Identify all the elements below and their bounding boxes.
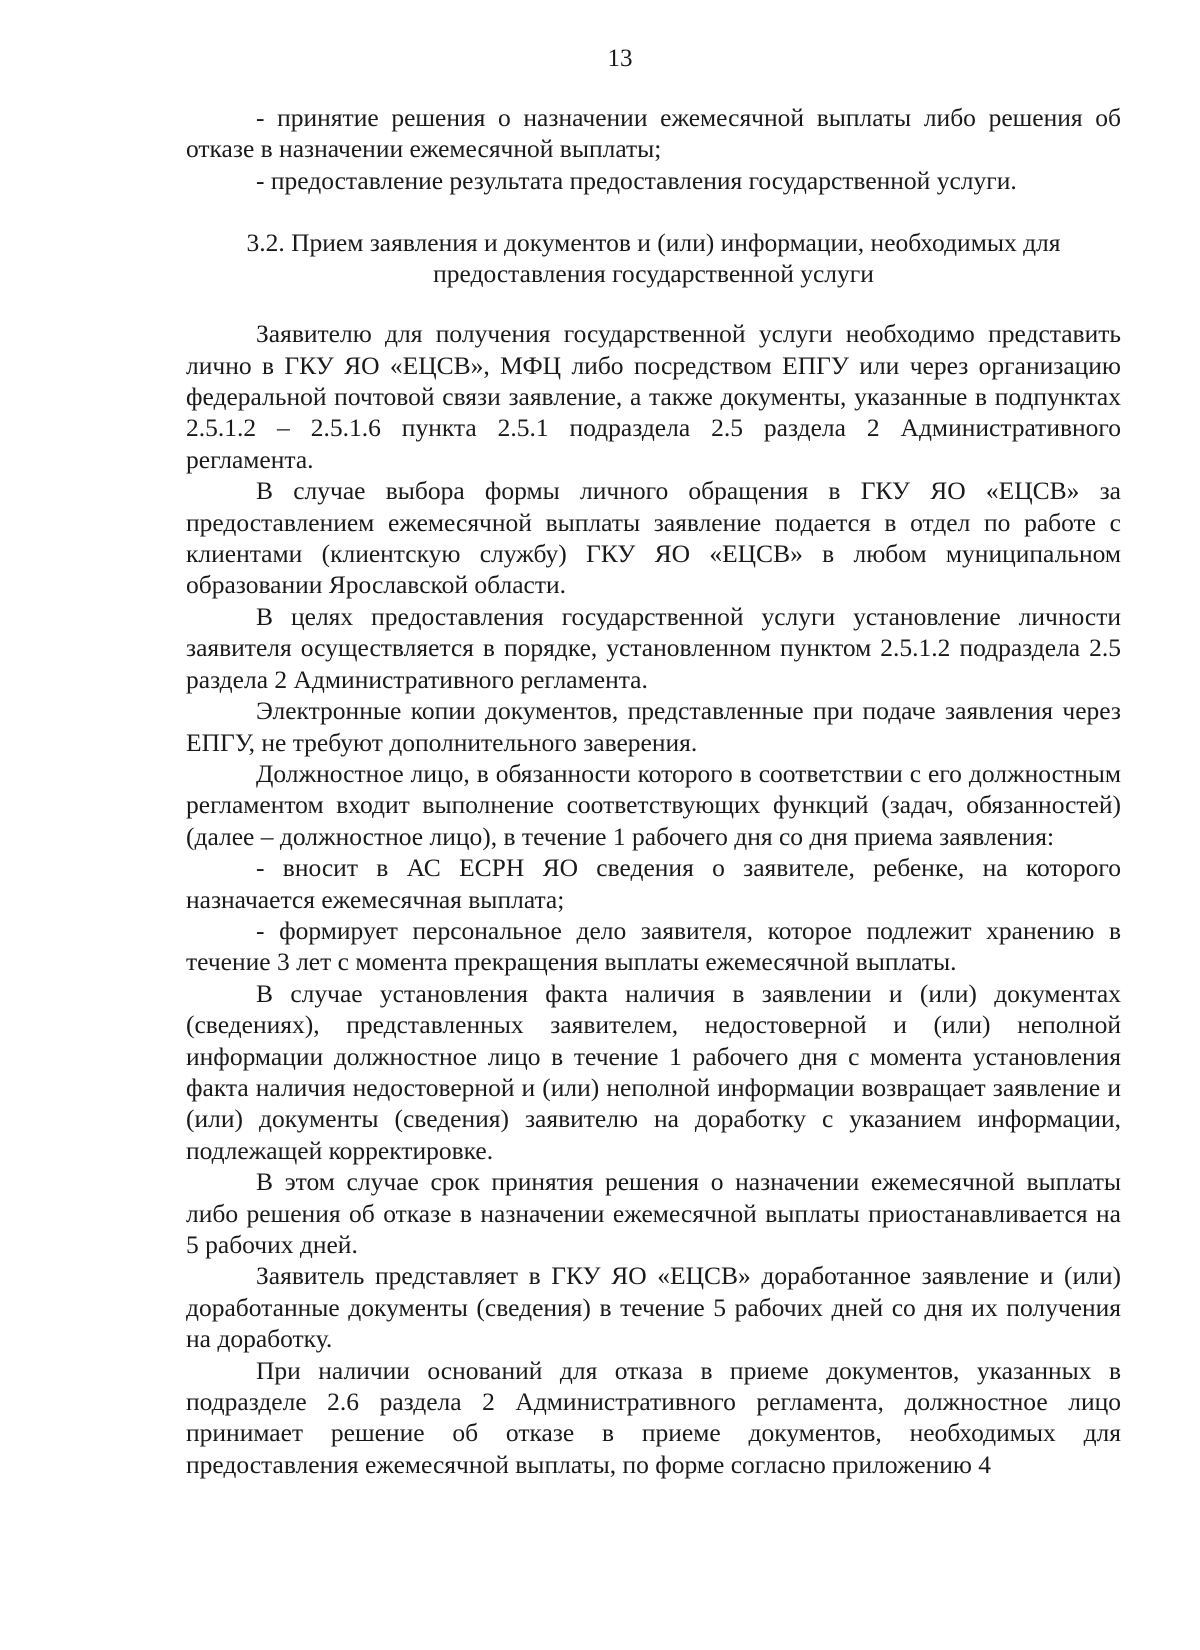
paragraph-incorrect-information: В случае установления факта наличия в заявлении и (или) документах (сведениях), представленных заявителем, недостоверной и (или) неполной информации должностное лицо в течение 1 рабочего дня с момента установления факта наличия недостоверной и (или) неполной информации возвращает заявление и (или) документы (сведения) заявителю на доработку с указанием информации, подлежащей корректировке. — [186, 978, 1121, 1165]
paragraph-duty-personal-file: - формирует персональное дело заявителя, которое подлежит хранению в течение 3 лет с момента прекращения выплаты ежемесячной выплаты. — [186, 915, 1121, 977]
paragraph-duty-enter-data: - вносит в АС ЕСРН ЯО сведения о заявителе, ребенке, на которого назначается ежемесячная выплата; — [186, 853, 1121, 914]
paragraph-applicant-submission: Заявителю для получения государственной услуги необходимо представить лично в ГКУ ЯО «ЕЦСВ», МФЦ либо посредством ЕПГУ или через организацию федеральной почтовой связи заявление, а также документы, указанные в подпунктах 2.5.1.2 – 2.5.1.6 пункта 2.5.1 подраздела 2.5 раздела 2 Административного регламента. — [186, 319, 1121, 474]
paragraph-refusal-grounds: При наличии оснований для отказа в приеме документов, указанных в подразделе 2.6 раздела 2 Административного регламента, должностное лицо принимает решение об отказе в приеме документов, необходимых для предоставления ежемесячной выплаты, по форме согласно приложению 4 — [186, 1355, 1121, 1479]
paragraph-identity-verification: В целях предоставления государственной услуги установление личности заявителя осуществляется в порядке, установленном пунктом 2.5.1.2 подраздела 2.5 раздела 2 Административного регламента. — [186, 601, 1121, 694]
intro-item-result: - предоставление результата предоставления государственной услуги. — [256, 165, 1017, 195]
document-body — [186, 102, 1121, 1480]
paragraph-revised-documents: Заявитель представляет в ГКУ ЯО «ЕЦСВ» доработанное заявление и (или) доработанные документы (сведения) в течение 5 рабочих дней со дня их получения на доработку. — [186, 1261, 1121, 1354]
section-heading-line-1: 3.2. Прием заявления и документов и (или) информации, необходимых для — [246, 228, 1061, 258]
paragraph-electronic-copies: Электронные копии документов, представленные при подаче заявления через ЕПГУ, не требуют дополнительного заверения. — [186, 696, 1121, 757]
section-heading — [186, 227, 1121, 289]
intro-item-decision: - принятие решения о назначении ежемесячной выплаты либо решения об отказе в назначении ежемесячной выплаты; — [186, 103, 1121, 164]
paragraph-official-duties: Должностное лицо, в обязанности которого в соответствии с его должностным регламентом входит выполнение соответствующих функций (задач, обязанностей) (далее – должностное лицо), в течение 1 рабочего дня со дня приема заявления: — [186, 758, 1121, 851]
page-number: 13 — [607, 45, 633, 72]
paragraph-suspension-term: В этом случае срок принятия решения о назначении ежемесячной выплаты либо решения об отказе в назначении ежемесячной выплаты приостанавливается на 5 рабочих дней. — [186, 1167, 1121, 1259]
section-heading-line-2: предоставления государственной услуги — [433, 259, 874, 289]
paragraph-personal-appeal: В случае выбора формы личного обращения в ГКУ ЯО «ЕЦСВ» за предоставлением ежемесячной выплаты заявление подается в отдел по работе с клиентами (клиентскую службу) ГКУ ЯО «ЕЦСВ» в любом муниципальном образовании Ярославской области. — [186, 476, 1121, 600]
